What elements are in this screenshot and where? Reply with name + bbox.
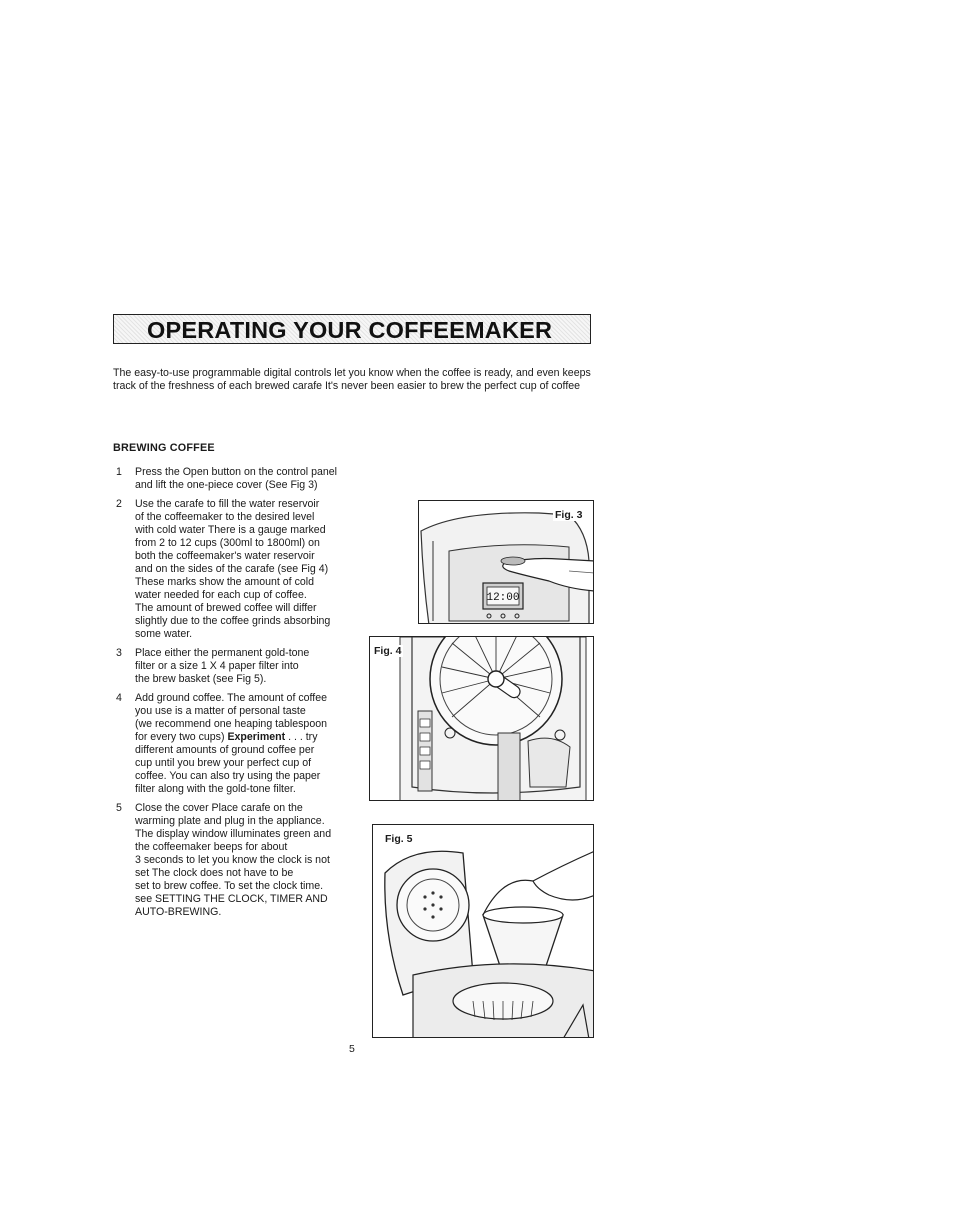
page-number: 5 bbox=[349, 1043, 355, 1055]
step-number: 5 bbox=[116, 802, 122, 814]
step-text: Close the cover Place carafe on the warming plate and plug in the appliance. The display window illuminates green and the coffeemaker beeps for about 3 seconds to let you know the clock is not set The clock does not have to be set to brew coffee. To set the clock time. see SETTING THE CLOCK, TIMER AND AUTO-BREWING. bbox=[135, 802, 332, 918]
step-3 bbox=[113, 647, 369, 686]
fig4-illustration bbox=[370, 637, 594, 801]
step-number: 2 bbox=[116, 498, 122, 510]
step-2 bbox=[113, 498, 369, 641]
step-text-after: . . . try different amounts of ground coffee per cup until you brew your perfect cup of coffee. You can also try using the paper filter along with the gold-tone filter. bbox=[135, 731, 321, 795]
fig5-label: Fig. 5 bbox=[385, 833, 413, 845]
fig3-label: Fig. 3 bbox=[555, 509, 583, 521]
section-heading: BREWING COFFEE bbox=[113, 442, 215, 454]
figure-3 bbox=[418, 500, 594, 624]
step-number: 4 bbox=[116, 692, 122, 704]
step-number: 3 bbox=[116, 647, 122, 659]
intro-paragraph: The easy-to-use programmable digital controls let you know when the coffee is ready, and even keeps track of the freshness of each brewed carafe It's never been easier to brew the perfect cup of coffee bbox=[113, 367, 591, 392]
experiment-emphasis: Experiment bbox=[227, 731, 286, 743]
step-text bbox=[135, 692, 327, 795]
fig4-label: Fig. 4 bbox=[374, 645, 402, 657]
page-title: OPERATING YOUR COFFEEMAKER bbox=[147, 317, 553, 343]
step-text: Press the Open button on the control panel and lift the one-piece cover (See Fig 3) bbox=[135, 466, 338, 491]
step-4 bbox=[113, 692, 369, 796]
steps-list bbox=[113, 466, 369, 925]
step-5 bbox=[113, 802, 369, 919]
step-text: Place either the permanent gold-tone filter or a size 1 X 4 paper filter into the brew basket (see Fig 5). bbox=[135, 647, 310, 685]
step-1 bbox=[113, 466, 369, 492]
fig3-display-text: 12:00 bbox=[486, 592, 520, 604]
step-number: 1 bbox=[116, 466, 122, 478]
figure-4 bbox=[369, 636, 594, 801]
step-text: Use the carafe to fill the water reservoir of the coffeemaker to the desired level with cold water There is a gauge marked from 2 to 12 cups (300ml to 1800ml) on both the coffeemaker's water reservoir and on the sides of the carafe (see Fig 4) These marks show the amount of cold water needed for each cup of coffee. The amount of brewed coffee will differ slightly due to the coffee grinds absorbing some water. bbox=[135, 498, 331, 640]
title-banner bbox=[113, 314, 591, 344]
fig5-illustration bbox=[373, 825, 594, 1038]
figure-5 bbox=[372, 824, 594, 1038]
step-text-before: Add ground coffee. The amount of coffee you use is a matter of personal taste (we recommend one heaping tablespoon for every two cups) bbox=[135, 692, 328, 743]
